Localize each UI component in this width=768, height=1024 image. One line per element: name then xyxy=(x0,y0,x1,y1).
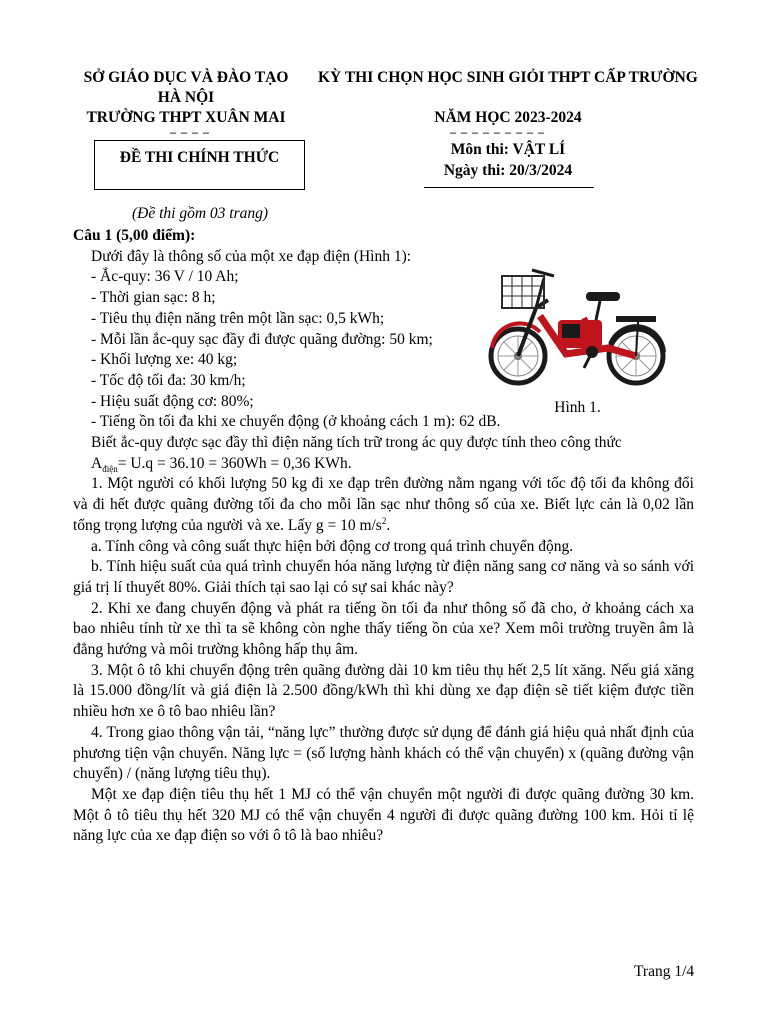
formula-intro: Biết ắc-quy được sạc đầy thì điện năng tích trữ trong ác quy được tính theo công thức xyxy=(91,434,622,452)
part-4: 4. Trong giao thông vận tải, “năng lực” thường được sử dụng để đánh giá hiệu quả nhất định của phương tiện vận chuyển. Năng lực = (số lượng hành khách có thể vận chuyển) x (quãng đường vận chuyển) / (năng lượng tiêu thụ). xyxy=(73,723,694,783)
question-1 xyxy=(73,226,694,847)
page-number: Trang 1/4 xyxy=(634,963,695,980)
part-1a: a. Tính công và công suất thực hiện bởi động cơ trong quá trình chuyển động. xyxy=(91,537,574,555)
spec-item: - Tốc độ tối đa: 30 km/h; xyxy=(91,371,246,389)
part-1 xyxy=(73,474,694,536)
spec-item: - Tiếng ồn tối đa khi xe chuyển động (ở khoảng cách 1 m): 62 dB. xyxy=(91,413,501,431)
part-2: 2. Khi xe đang chuyển động và phát ra tiếng ồn tối đa như thông số đã cho, ở khoảng cách xa bao nhiêu tính từ xe thì ta sẽ không còn nghe thấy tiếng ồn của xe? Xem môi trường truyền âm là đẳng hướng và môi trường không hấp thụ âm. xyxy=(73,599,694,659)
official-exam-box xyxy=(94,140,305,190)
official-exam-label: ĐỀ THI CHÍNH THỨC xyxy=(119,149,280,166)
part-1-end: . xyxy=(386,516,391,534)
figure-caption: Hình 1. xyxy=(554,399,601,416)
exam-subject: Môn thi: VẬT LÍ xyxy=(450,141,566,158)
question-title: Câu 1 (5,00 điểm): xyxy=(73,227,196,244)
spec-item: - Thời gian sạc: 8 h; xyxy=(91,289,216,307)
spec-item: - Tiêu thụ điện năng trên một lần sạc: 0,5 kWh; xyxy=(91,309,385,327)
spec-item: - Khối lượng xe: 40 kg; xyxy=(91,351,238,369)
date-underline xyxy=(424,187,594,188)
exam-date: Ngày thi: 20/3/2024 xyxy=(443,162,573,179)
part-3: 3. Một ô tô khi chuyển động trên quãng đường dài 10 km tiêu thụ hết 2,5 lít xăng. Nếu giá xăng là 15.000 đồng/lít và giá điện là 2.500 đồng/kWh thì khi dùng xe đạp điện sẽ tiết kiệm được tiền nhiều hơn xe ô tô bao nhiêu lần? xyxy=(73,661,694,721)
formula-expression: = U.q = 36.10 = 360Wh = 0,36 KWh. xyxy=(117,454,352,472)
exam-title: KỲ THI CHỌN HỌC SINH GIỎI THPT CẤP TRƯỜNG xyxy=(318,69,698,86)
part-1-text: 1. Một người có khối lượng 50 kg đi xe đạp trên đường nằm ngang với tốc độ tối đa không đổi và đi hết được quãng đường tối đa cho mỗi lần sạc như thông số của xe. Biết lực cản là 0,02 lần tổng trọng lượng của người và xe. Lấy g = 10 m/s xyxy=(73,475,694,534)
spec-item: - Hiệu suất động cơ: 80%; xyxy=(91,392,254,410)
department-name: SỞ GIÁO DỤC VÀ ĐÀO TẠO xyxy=(83,69,289,86)
school-name: TRƯỜNG THPT XUÂN MAI xyxy=(86,109,286,126)
formula-subscript: điện xyxy=(102,463,118,474)
spec-item: - Mỗi lần ắc-quy sạc đầy đi được quãng đường: 50 km; xyxy=(91,330,433,348)
part-1-superscript: 2 xyxy=(381,515,387,526)
part-1b: b. Tính hiệu suất của quá trình chuyển hóa năng lượng từ điện năng sang cơ năng và so sánh với giá trị lí thuyết 80%. Giải thích tại sao lại có sự sai khác này? xyxy=(73,558,694,596)
spec-intro: Dưới đây là thông số của một xe đạp điện (Hình 1): xyxy=(91,247,412,265)
right-dashes: – – – – – – – – – xyxy=(450,125,545,139)
city-name: HÀ NỘI xyxy=(157,89,215,106)
formula-symbol: A xyxy=(91,454,103,472)
part-4-example: Một xe đạp điện tiêu thụ hết 1 MJ có thể vận chuyển một người đi được quãng đường 30 km. Một ô tô tiêu thụ hết 320 MJ có thể vận chuyển 4 người đi được quãng đường 100 km. Hỏi tỉ lệ năng lực của xe đạp điện so với ô tô là bao nhiêu? xyxy=(73,785,694,845)
school-year: NĂM HỌC 2023-2024 xyxy=(434,109,582,126)
page-count-note: (Đề thi gồm 03 trang) xyxy=(131,205,269,222)
left-dashes: – – – – xyxy=(170,125,210,139)
spec-item: - Ắc-quy: 36 V / 10 Ah; xyxy=(91,268,239,286)
energy-formula xyxy=(73,454,694,475)
